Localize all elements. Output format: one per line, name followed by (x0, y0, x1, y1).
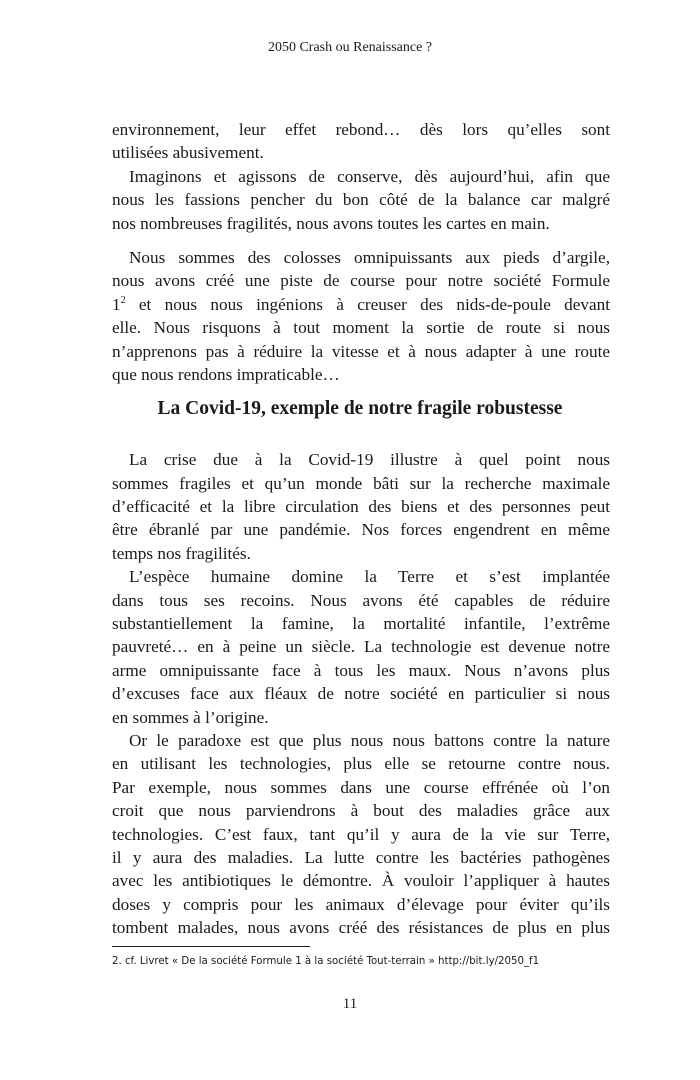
text-line: en sommes à l’origine. (112, 707, 269, 727)
footnote-reference[interactable]: 2 (120, 294, 126, 306)
section-heading: La Covid-19, exemple de notre fragile robustesse (157, 398, 563, 420)
text-line: Imaginons et agissons de conserve, dès aujourd’hui, afin que (129, 166, 610, 186)
text-line: dans tous ses recoins. Nous avons été capables de réduire (112, 590, 610, 610)
footnote-rule (112, 946, 310, 947)
footnote: 2. cf. Livret « De la société Formule 1 à la société Tout-terrain » http://bit.ly/2050_f1 (112, 956, 540, 967)
text-line: nous les fassions pencher du bon côté de la balance car malgré (112, 190, 610, 210)
text-line: technologies. C’est faux, tant qu’il y aura de la vie sur Terre, (112, 824, 610, 844)
paragraph (112, 118, 610, 165)
paragraph-gap (112, 235, 610, 246)
paragraph (112, 448, 610, 565)
text-line: nous avons créé une piste de course pour notre société Formule (112, 271, 610, 291)
page-body (112, 118, 610, 940)
paragraph (112, 729, 610, 940)
text-line: environnement, leur effet rebond… dès lors qu’elles sont (112, 120, 610, 139)
text-line: pauvreté… en à peine un siècle. La technologie est devenue notre (112, 637, 610, 657)
text-segment: et nous nous ingénions à creuser des nids-de-poule devant (125, 294, 610, 314)
paragraph (112, 565, 610, 729)
text-line: il y aura des maladies. La lutte contre les bactéries pathogènes (112, 847, 610, 867)
text-line: substantiellement la famine, la mortalité infantile, l’extrême (112, 614, 610, 634)
text-line: elle. Nous risquons à tout moment la sortie de route si nous (112, 318, 610, 338)
text-line: avec les antibiotiques le démontre. À vouloir l’appliquer à hautes (112, 871, 610, 891)
text-line (112, 293, 610, 316)
text-line: arme omnipuissante face à tous les maux. Nous n’avons plus (112, 660, 610, 680)
text-line: temps nos fragilités. (112, 543, 251, 563)
text-line: Par exemple, nous sommes dans une course effrénée où l’on (112, 777, 610, 797)
text-segment: 1 (112, 294, 121, 314)
text-line: que nous rendons impraticable… (112, 364, 340, 384)
text-line: en utilisant les technologies, plus elle se retourne contre nous. (112, 754, 610, 774)
page-number: 11 (342, 996, 358, 1012)
text-line: utilisées abusivement. (112, 143, 264, 163)
text-line: doses y compris pour les animaux d’élevage pour éviter qu’ils (112, 894, 610, 914)
text-line: sommes fragiles et qu’un monde bâti sur la recherche maximale (112, 473, 610, 493)
text-line: nos nombreuses fragilités, nous avons toutes les cartes en main. (112, 213, 550, 233)
text-line: n’apprenons pas à réduire la vitesse et à nous adapter à une route (112, 341, 610, 361)
text-line: Nous sommes des colosses omnipuissants aux pieds d’argile, (129, 247, 610, 267)
text-line: La crise due à la Covid-19 illustre à quel point nous (129, 450, 610, 470)
text-line: d’efficacité et la libre circulation des biens et des personnes peut (112, 497, 610, 517)
text-line: croit que nous parviendrons à bout des maladies grâce aux (112, 801, 610, 821)
text-line: d’excuses face aux fléaux de notre société en particulier si nous (112, 684, 610, 704)
text-line: Or le paradoxe est que plus nous nous battons contre la nature (129, 730, 610, 750)
text-line: L’espèce humaine domine la Terre et s’est implantée (129, 567, 610, 587)
running-header: 2050 Crash ou Renaissance ? (267, 40, 433, 55)
paragraph (112, 246, 610, 386)
paragraph (112, 165, 610, 235)
text-line: être ébranlé par une pandémie. Nos forces engendrent en même (112, 520, 610, 540)
text-line: tombent malades, nous avons créé des résistances de plus en plus (112, 918, 610, 938)
